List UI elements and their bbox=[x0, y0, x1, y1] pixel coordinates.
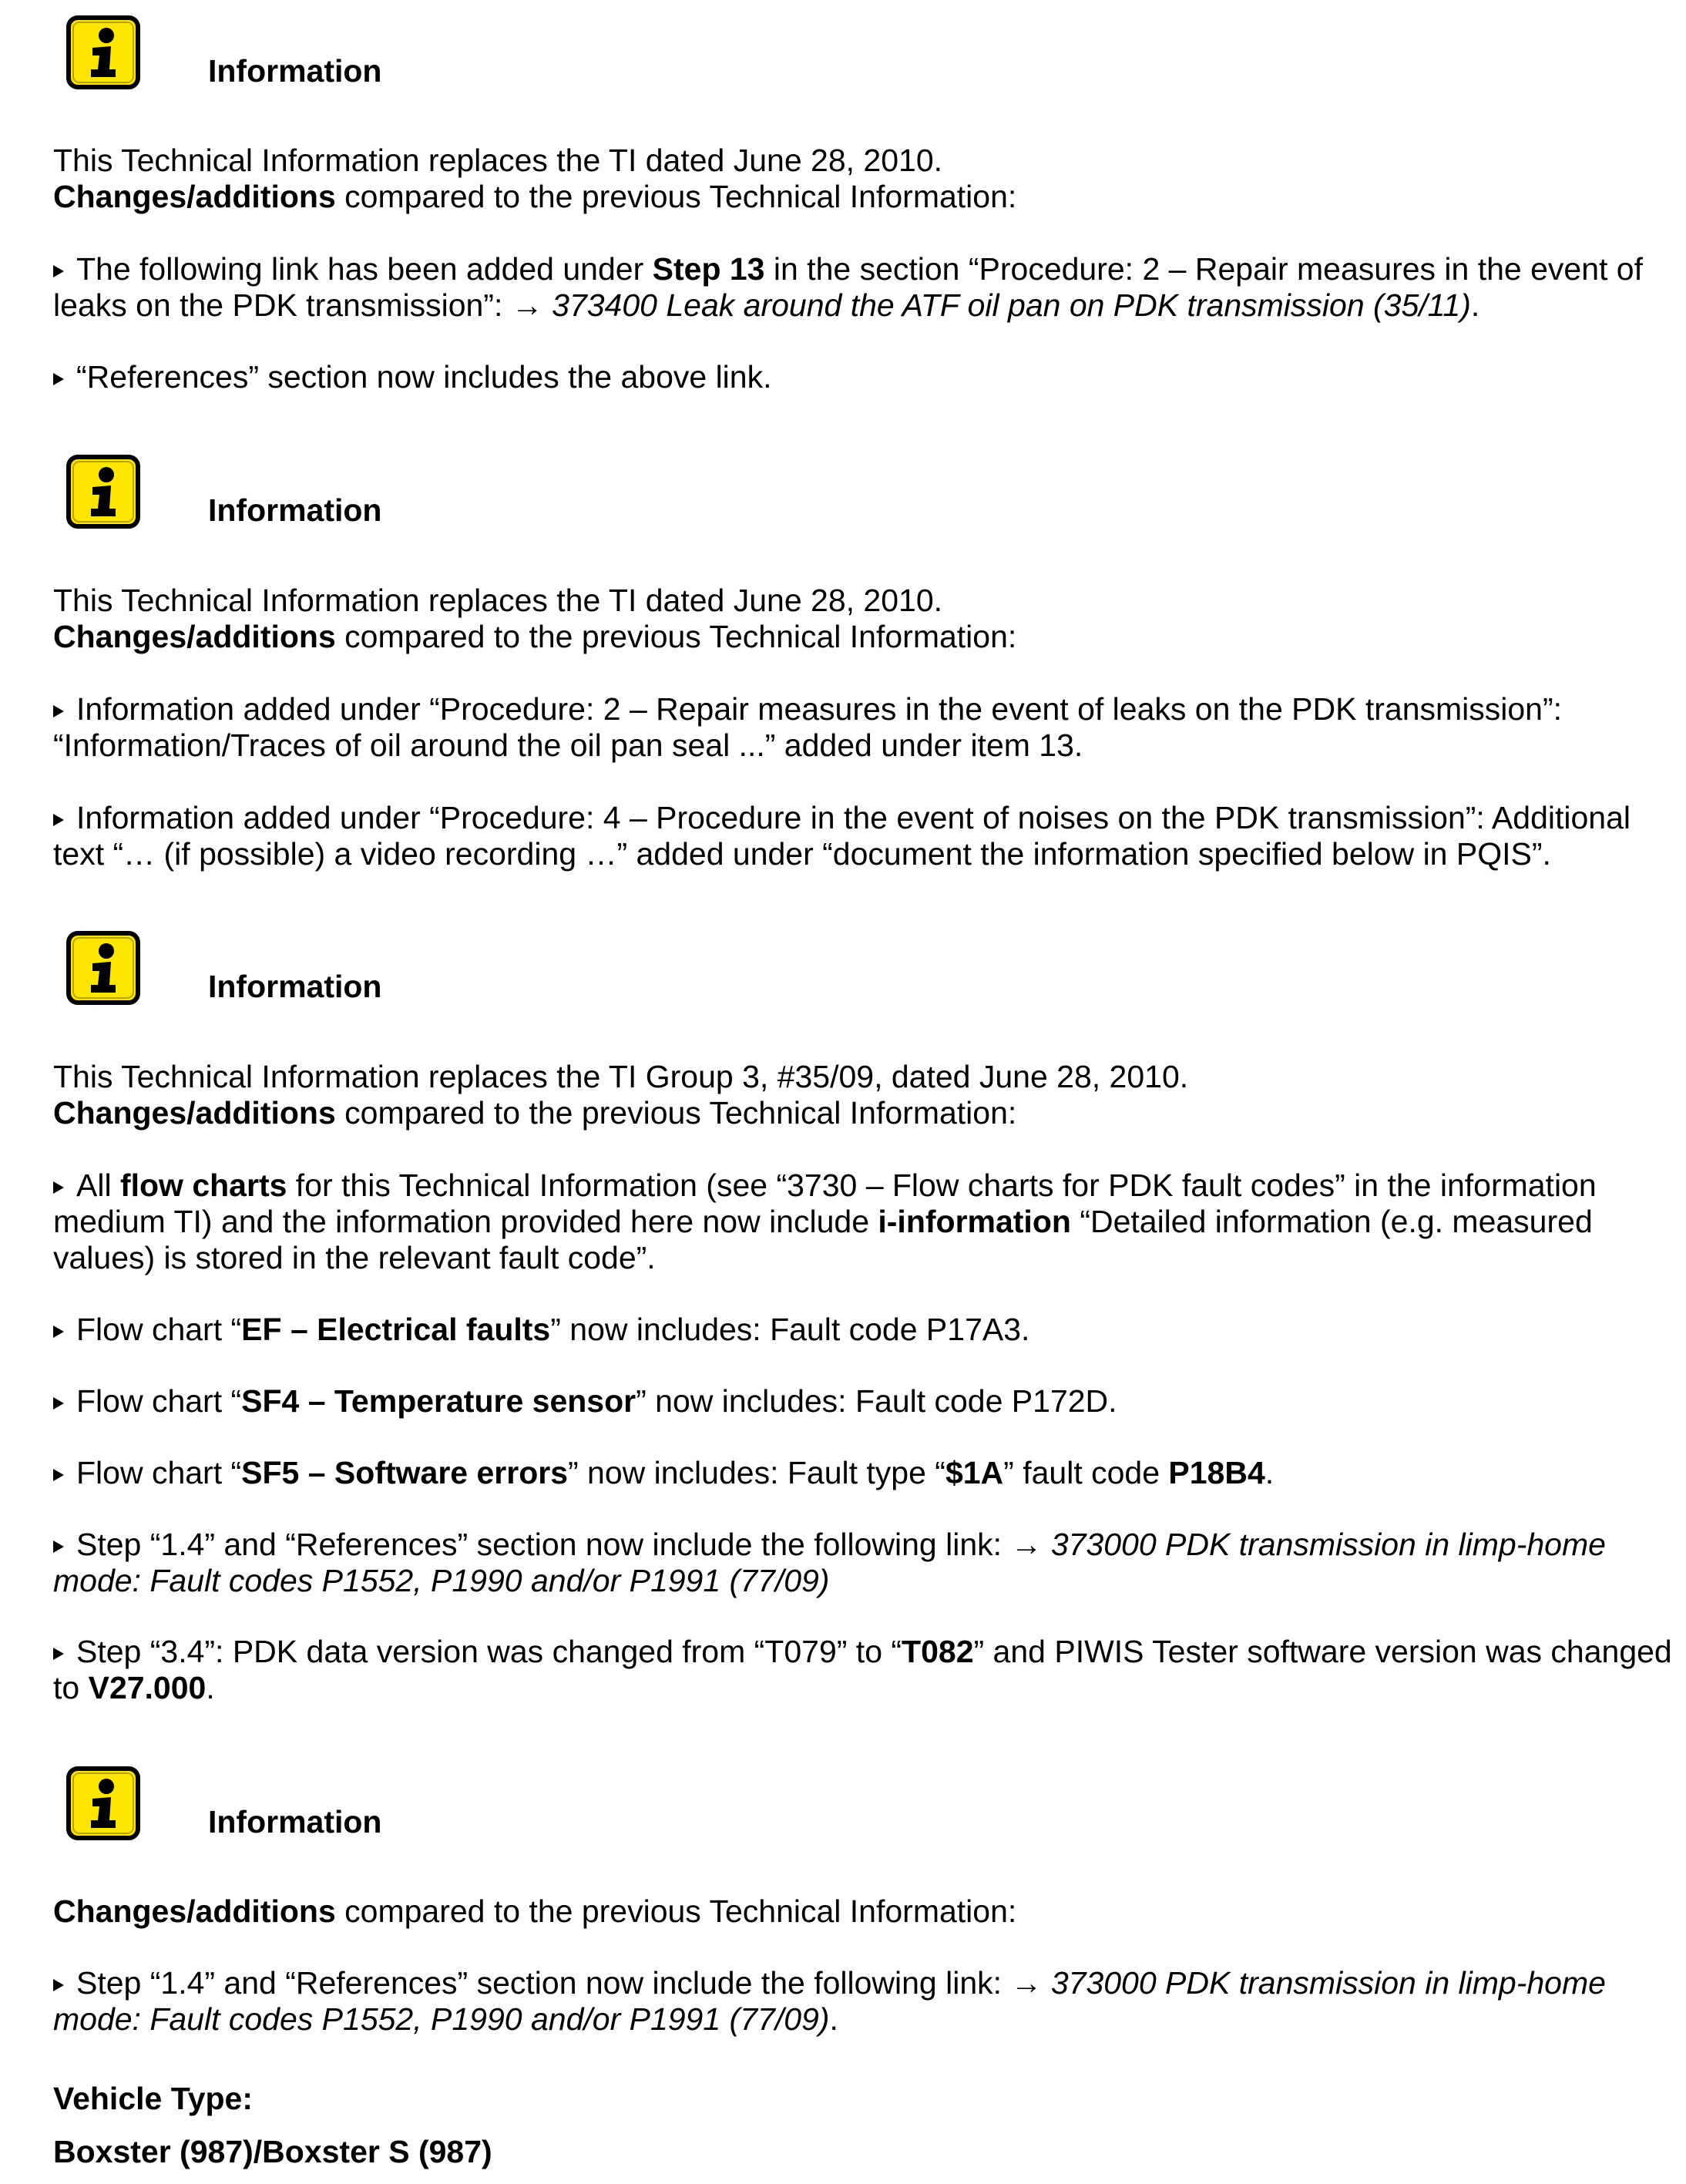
bullet-text: Information added under “Procedure: 4 – Procedure in the event of noises on the PDK transmission”: Additional text “… (if possible) a video recording …” added under “document the information specified below in PQIS”. bbox=[53, 800, 1631, 872]
bullet-item bbox=[53, 1965, 1679, 2038]
bullet-text: Step “1.4” and “References” section now include the following link: bbox=[76, 1527, 1011, 1562]
bullet-text: Step “3.4”: PDK data version was changed from “T079” to “ bbox=[76, 1634, 902, 1669]
information-icon bbox=[66, 931, 140, 1005]
intro-line bbox=[53, 1059, 1679, 1131]
information-icon bbox=[66, 455, 140, 529]
info-section-2 bbox=[0, 439, 1686, 528]
bullet-bold: $1A bbox=[945, 1455, 1004, 1490]
bullet-text: ” fault code bbox=[1003, 1455, 1169, 1490]
intro-line bbox=[53, 583, 1679, 655]
information-icon bbox=[66, 15, 140, 89]
bullet-text: “References” section now includes the above link. bbox=[76, 359, 772, 395]
bullet-text: for this Technical Information (see “3730 – Flow charts for PDK fault codes” in the information medium TI) and the information provided here now include bbox=[53, 1168, 1597, 1239]
bullet-item bbox=[53, 800, 1679, 872]
info-section-4 bbox=[0, 1751, 1686, 1840]
intro-text: This Technical Information replaces the TI Group 3, #35/09, dated June 28, 2010. bbox=[53, 1059, 1189, 1094]
changes-label: Changes/additions bbox=[53, 1893, 336, 1929]
bullet-text: ” and PIWIS Tester software version was changed to bbox=[53, 1634, 1672, 1705]
changes-text: compared to the previous Technical Information: bbox=[335, 619, 1017, 654]
bullet-item bbox=[53, 1634, 1679, 1706]
bullet-bold: EF – Electrical faults bbox=[241, 1312, 551, 1347]
bullet-item bbox=[53, 359, 1679, 395]
bullet-text: Flow chart “ bbox=[76, 1312, 242, 1347]
bullet-bold: SF5 – Software errors bbox=[241, 1455, 568, 1490]
changes-label: Changes/additions bbox=[53, 1095, 336, 1131]
bullet-text: . bbox=[206, 1670, 215, 1705]
bullet-arrow-icon bbox=[53, 1648, 64, 1660]
info-header bbox=[0, 1751, 1686, 1840]
info-header bbox=[0, 439, 1686, 528]
bullet-text: Step “1.4” and “References” section now include the following link: bbox=[76, 1965, 1011, 2001]
bullet-item bbox=[53, 691, 1679, 764]
bullet-arrow-icon bbox=[53, 705, 64, 717]
changes-text: compared to the previous Technical Information: bbox=[335, 1095, 1017, 1131]
bullet-bold: Step 13 bbox=[652, 251, 765, 287]
vehicle-type-label: Vehicle Type: bbox=[53, 2081, 254, 2116]
intro-text: This Technical Information replaces the TI dated June 28, 2010. bbox=[53, 143, 943, 178]
bullet-item bbox=[53, 1527, 1679, 1599]
bullet-item bbox=[53, 1383, 1679, 1420]
bullet-item bbox=[53, 1312, 1679, 1348]
bullet-arrow-icon bbox=[53, 1326, 64, 1338]
bullet-arrow-icon bbox=[53, 1181, 64, 1194]
info-header bbox=[0, 0, 1686, 89]
bullet-item bbox=[53, 251, 1679, 324]
intro-line bbox=[53, 143, 1679, 215]
bullet-text: The following link has been added under bbox=[76, 251, 653, 287]
bullet-bold: T082 bbox=[902, 1634, 974, 1669]
bullet-item bbox=[53, 1455, 1679, 1491]
bullet-bold: SF4 – Temperature sensor bbox=[241, 1383, 636, 1419]
bullet-text: . bbox=[1264, 1455, 1275, 1490]
bullet-bold: P18B4 bbox=[1168, 1455, 1265, 1490]
bullet-arrow-icon bbox=[53, 1979, 64, 1991]
vehicle-type-value: Boxster (987)/Boxster S (987) bbox=[53, 2134, 492, 2169]
ti-link[interactable]: → 373400 Leak around the ATF oil pan on PDK transmission (35/11) bbox=[511, 287, 1471, 323]
bullet-text: ” now includes: Fault type “ bbox=[568, 1455, 945, 1490]
ti-link[interactable]: → 373000 PDK transmission in limp-home mode: Fault codes P1552, P1990 and/or P1991 (77/09) bbox=[53, 1965, 1606, 2037]
bullet-bold: i-information bbox=[878, 1204, 1071, 1239]
bullet-arrow-icon bbox=[53, 814, 64, 826]
bullet-arrow-icon bbox=[53, 1397, 64, 1410]
bullet-text: Information added under “Procedure: 2 – Repair measures in the event of leaks on the PDK transmission”: “Information/Traces of oil around the oil pan seal ...” added under item 13. bbox=[53, 691, 1563, 763]
ti-link[interactable]: → 373000 PDK transmission in limp-home mode: Fault codes P1552, P1990 and/or P1991 (77/09) bbox=[53, 1527, 1606, 1598]
bullet-text: “Detailed information (e.g. measured values) is stored in the relevant fault code”. bbox=[53, 1204, 1593, 1275]
bullet-arrow-icon bbox=[53, 265, 64, 277]
bullet-text: Flow chart “ bbox=[76, 1455, 242, 1490]
changes-label: Changes/additions bbox=[53, 619, 336, 654]
bullet-text: in the section “Procedure: 2 – Repair measures in the event of leaks on the PDK transmission”: bbox=[53, 251, 1643, 323]
info-header bbox=[0, 916, 1686, 1004]
changes-label: Changes/additions bbox=[53, 179, 336, 214]
bullet-text: Flow chart “ bbox=[76, 1383, 242, 1419]
info-section-1 bbox=[0, 0, 1686, 89]
changes-line bbox=[53, 1893, 1679, 1930]
bullet-item bbox=[53, 1168, 1679, 1276]
bullet-text: . bbox=[1470, 287, 1480, 323]
intro-text: This Technical Information replaces the TI dated June 28, 2010. bbox=[53, 583, 943, 618]
bullet-bold: V27.000 bbox=[88, 1670, 207, 1705]
bullet-arrow-icon bbox=[53, 1469, 64, 1481]
bullet-bold: flow charts bbox=[119, 1168, 287, 1203]
info-title: Information bbox=[208, 969, 382, 1004]
bullet-text: . bbox=[829, 2001, 838, 2037]
info-title: Information bbox=[208, 1804, 382, 1840]
info-title: Information bbox=[208, 53, 382, 89]
info-section-3 bbox=[0, 916, 1686, 1004]
bullet-text: All bbox=[76, 1168, 120, 1203]
info-title: Information bbox=[208, 492, 382, 528]
changes-text: compared to the previous Technical Information: bbox=[335, 179, 1017, 214]
bullet-arrow-icon bbox=[53, 373, 64, 385]
information-icon bbox=[66, 1766, 140, 1840]
bullet-arrow-icon bbox=[53, 1541, 64, 1553]
changes-text: compared to the previous Technical Information: bbox=[335, 1893, 1017, 1929]
bullet-text: ” now includes: Fault code P172D. bbox=[636, 1383, 1117, 1419]
bullet-text: ” now includes: Fault code P17A3. bbox=[550, 1312, 1030, 1347]
